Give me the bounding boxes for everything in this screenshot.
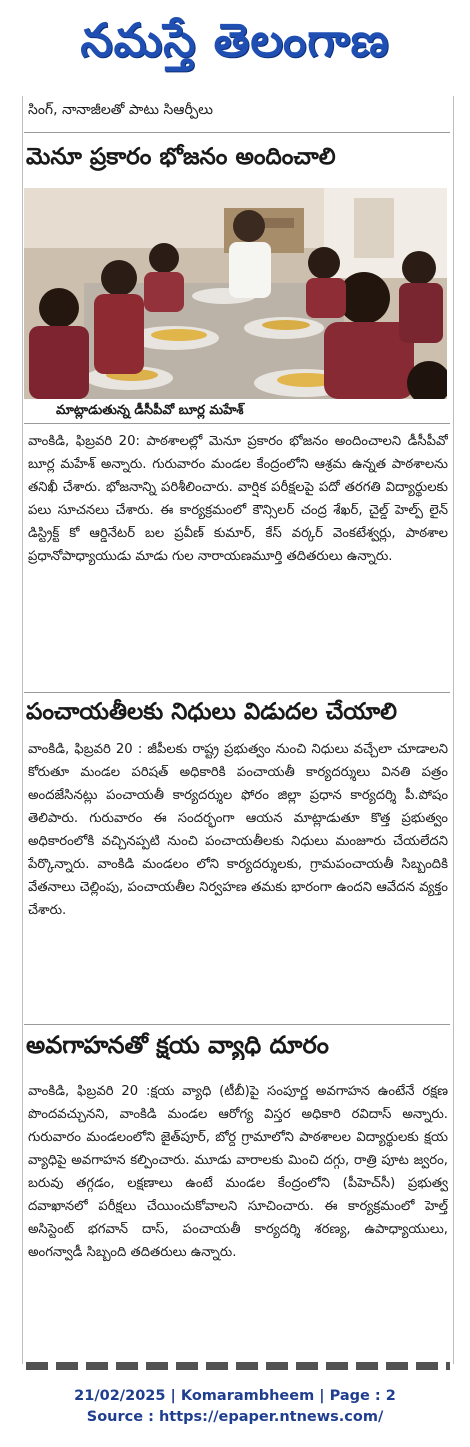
clipped-next-headline bbox=[26, 1362, 450, 1370]
article-photo-students-eating bbox=[24, 188, 447, 399]
article-body-panchayat-funds: వాంకిడి, ఫిబ్రవరి 20 : జీపీలకు రాష్ట్ర ప్రభుత్వం నుంచి నిధులు వచ్చేలా చూడాలని కోరుతూ మండల పరిషత్‌ అధికారికి పంచాయతీ కార్యదర్శులు వినతి పత్రం అందజేసినట్లు పంచాయతీ కార్యదర్శుల ఫోరం జిల్లా ప్రధాన కార్యదర్శి పీ.పోషం తెలిపారు. గురువారం ఈ సందర్భంగా ఆయన మాట్లాడుతూ కొత్త ప్రభుత్వం అధికారంలోకి వచ్చినప్పటి నుంచి పంచాయతీలకు నిధులు మంజూరు చేయలేదని పేర్కొన్నారు. వాంకిడి మండలం లోని కార్యదర్శులకు, గ్రామపంచాయతీ సిబ్బందికి వేతనాలు చెల్లింపు, పంచాయతీల నిర్వహణ తమకు భారంగా ఉందని ఆవేదన వ్యక్తం చేశారు. bbox=[28, 742, 448, 918]
section-divider bbox=[24, 1024, 450, 1025]
section-divider bbox=[24, 132, 450, 133]
previous-article-tail: సింగ్‌, నానాజీలతో పాటు సిఆర్పీలు bbox=[28, 102, 213, 118]
section-divider bbox=[24, 423, 450, 424]
article-headline-menu: మెనూ ప్రకారం భోజనం అందించాలి bbox=[26, 144, 336, 170]
article-body-menu: వాంకిడి, ఫిబ్రవరి 20: పాఠశాలల్లో మెనూ ప్రకారం భోజనం అందించాలని డీసీపీవో బూర్ల మహేశ్‌ అన్నారు. గురువారం మండల కేంద్రంలోని ఆశ్రమ ఉన్నత పాఠశాలను తనిఖీ చేశారు. భోజనాన్ని పరిశీలించారు. వార్షిక పరీక్షలపై పదో తరగతి విద్యార్థులకు పలు సూచనలు చేశారు. ఈ కార్యక్రమంలో కౌన్సిలర్‌ చంద్ర శేఖర్‌, చైల్డ్‌ హెల్ప్‌ లైన్‌ డిస్ట్రిక్ట్‌ కో ఆర్డినేటర్‌ బల ప్రవీణ్‌ కుమార్‌, కేస్‌ వర్కర్‌ వెంకటేశ్వర్లు, పాఠశాల ప్రధానోపాధ్యాయుడు మాడు గుల నారాయణమూర్తి తదితరులు ఉన్నారు. bbox=[28, 434, 448, 564]
photo-caption: మాట్లాడుతున్న డీసీపీవో బూర్ల మహేశ్‌ bbox=[56, 403, 244, 418]
article-body-tb-awareness: వాంకిడి, ఫిబ్రవరి 20 :క్షయ వ్యాధి (టీబీ)పై సంపూర్ణ అవగాహన ఉంటేనే రక్షణ పొందవచ్చునని, వాంకిడి మండల ఆరోగ్య విస్తర అధికారి రవిదాస్‌ అన్నారు. గురువారం మండలంలోని జైత్‌పూర్‌, బోర్ద గ్రామాలోని పాఠశాలల విద్యార్థులకు క్షయ వ్యాధిపై అవగాహన కల్పించారు. మూడు వారాలకు మించి దగ్గు, రాత్రి పూట జ్వరం, బరువు తగ్గడం, లక్షణాలు ఉంటే మండల కేంద్రంలోని (పీహెచ్‌సీ) ప్రభుత్వ దవాఖానలో పరీక్షలు చేయించుకోవాలని సూచించారు. ఈ కార్యక్రమంలో హెల్త్‌ అసిస్టెంట్‌ భగవాన్‌ దాస్‌, పంచాయతీ కార్యదర్శి శరణ్య, ఉపాధ్యాయులు, అంగన్వాడీ సిబ్బంది తదితరులు ఉన్నారు. bbox=[28, 1084, 448, 1260]
footer-date-edition-page: 21/02/2025 | Komarambheem | Page : 2 bbox=[74, 1388, 396, 1404]
footer-source-link[interactable]: Source : https://epaper.ntnews.com/ bbox=[86, 1409, 384, 1425]
section-divider bbox=[24, 692, 450, 693]
newspaper-masthead: నమస్తే తెలంగాణ bbox=[80, 13, 390, 67]
article-headline-panchayat-funds: పంచాయతీలకు నిధులు విడుదల చేయాలి bbox=[26, 699, 398, 725]
article-headline-tb-awareness: అవగాహనతో క్షయ వ్యాధి దూరం bbox=[26, 1031, 329, 1059]
